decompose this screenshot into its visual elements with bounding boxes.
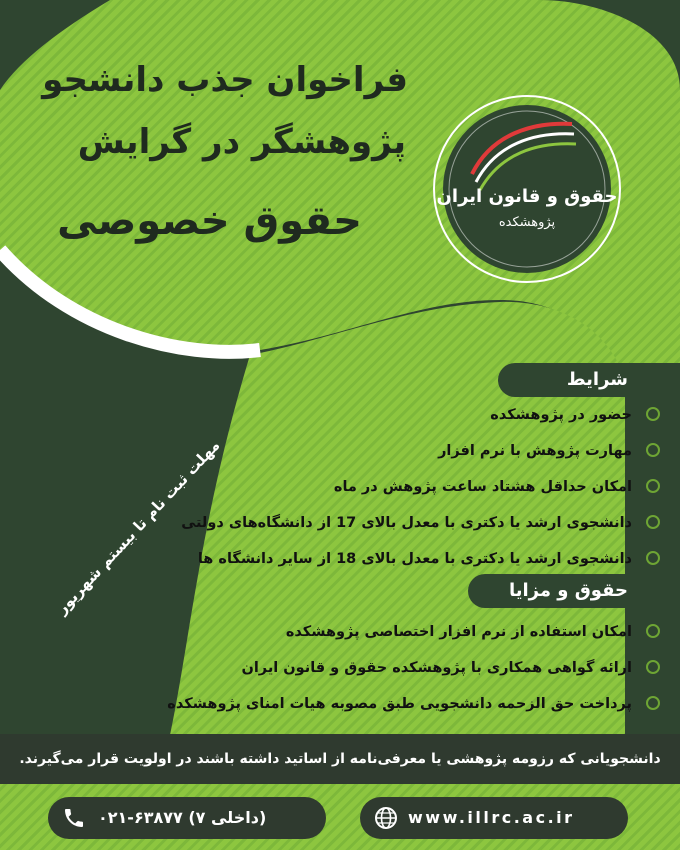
website-link[interactable] bbox=[360, 797, 628, 839]
title-line-2: پژوهشگر در گرایش bbox=[77, 122, 406, 162]
conditions-heading: شرایط bbox=[498, 363, 680, 397]
conditions-list bbox=[181, 397, 666, 577]
bullet-icon bbox=[646, 407, 660, 421]
bullet-icon bbox=[646, 443, 660, 457]
phone-contact[interactable] bbox=[48, 797, 326, 839]
title-line-1: فراخوان جذب دانشجو bbox=[42, 60, 408, 100]
institute-logo bbox=[432, 94, 622, 284]
list-item: ارائه گواهی همکاری با پژوهشکده حقوق و قانون ایران bbox=[167, 650, 666, 686]
bullet-icon bbox=[646, 696, 660, 710]
logo-text-sub: پژوهشکده bbox=[498, 215, 556, 230]
list-item: دانشجوی ارشد یا دکتری با معدل بالای 18 از سایر دانشگاه ها bbox=[181, 541, 666, 577]
list-item: مهارت پژوهش با نرم افزار bbox=[181, 433, 666, 469]
globe-icon bbox=[374, 806, 398, 830]
benefits-heading: حقوق و مزایا bbox=[468, 574, 680, 608]
list-item: امکان استفاده از نرم افزار اختصاصی پژوهشکده bbox=[167, 614, 666, 650]
phone-icon bbox=[62, 806, 86, 830]
phone-number: ۰۲۱-۶۳۸۷۷ (داخلی ۷) bbox=[98, 808, 267, 827]
bullet-icon bbox=[646, 551, 660, 565]
logo-text-main: حقوق و قانون ایران bbox=[436, 186, 618, 207]
list-item: حضور در پژوهشکده bbox=[181, 397, 666, 433]
bullet-icon bbox=[646, 660, 660, 674]
list-item: پرداخت حق الزحمه دانشجویی طبق مصوبه هیات امنای پژوهشکده bbox=[167, 686, 666, 722]
deadline-text: مهلت ثبت نام تا بیستم شهریور bbox=[52, 436, 224, 618]
bullet-icon bbox=[646, 515, 660, 529]
benefits-list bbox=[167, 614, 666, 722]
deadline-note bbox=[0, 425, 240, 618]
bullet-icon bbox=[646, 479, 660, 493]
list-item: امکان حداقل هشتاد ساعت پژوهش در ماه bbox=[181, 469, 666, 505]
bullet-icon bbox=[646, 624, 660, 638]
website-url: www.illrc.ac.ir bbox=[408, 808, 575, 827]
priority-banner: دانشجویانی که رزومه پژوهشی یا معرفی‌نامه از اساتید داشته باشند در اولویت قرار می‌گیرند. bbox=[0, 734, 680, 784]
list-item: دانشجوی ارشد یا دکتری با معدل بالای 17 از دانشگاه‌های دولتی bbox=[181, 505, 666, 541]
title-line-3: حقوق خصوصی bbox=[57, 198, 362, 244]
